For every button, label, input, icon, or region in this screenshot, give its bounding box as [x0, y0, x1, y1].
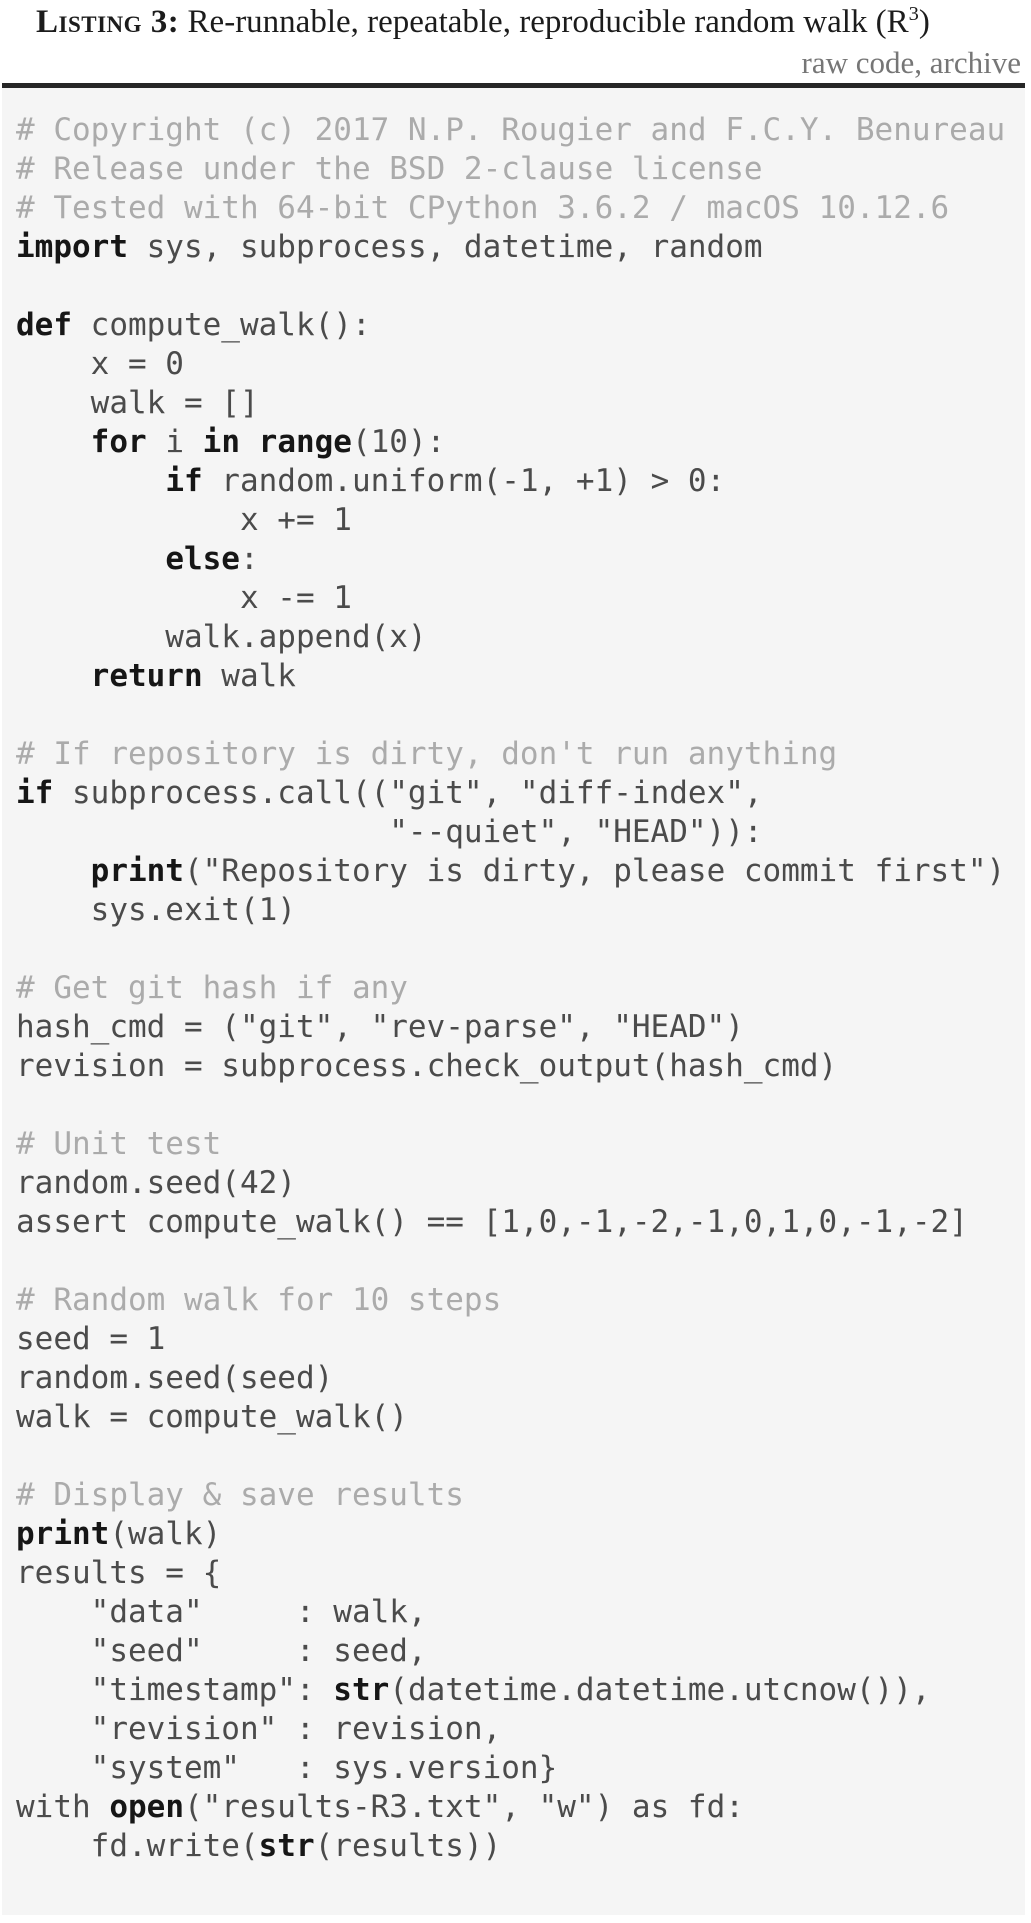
code-line — [16, 657, 1011, 696]
code-line — [16, 1086, 1011, 1125]
code-line — [16, 267, 1011, 306]
code-token-plain: "system" : sys.version} — [16, 1750, 558, 1786]
code-line — [16, 423, 1011, 462]
code-line — [16, 1437, 1011, 1476]
code-token-plain: sys, subprocess, datetime, random — [127, 229, 763, 265]
code-token-plain: with — [16, 1789, 110, 1825]
code-line — [16, 540, 1011, 579]
listing-title-text: Re-runnable, repeatable, reproducible random walk (R — [179, 4, 909, 40]
code-token-plain: walk = [] — [16, 385, 259, 421]
code-token-plain — [16, 541, 165, 577]
code-token-plain: x = 0 — [16, 346, 184, 382]
code-line — [16, 735, 1011, 774]
code-token-keyword: return — [90, 658, 203, 694]
code-line — [16, 1008, 1011, 1047]
code-line — [16, 813, 1011, 852]
code-token-plain: walk.append(x) — [16, 619, 427, 655]
code-token-plain: ("Repository is dirty, please commit first") — [183, 853, 1006, 889]
code-token-plain — [16, 658, 91, 694]
code-line — [16, 774, 1011, 813]
code-line — [16, 1632, 1011, 1671]
code-line — [16, 1827, 1011, 1866]
code-token-comment: # Display & save results — [16, 1477, 464, 1513]
code-line — [16, 345, 1011, 384]
code-token-plain: subprocess.call(("git", "diff-index", — [53, 775, 763, 811]
code-token-plain: ("results-R3.txt", "w") as fd: — [183, 1789, 744, 1825]
code-token-plain: seed = 1 — [16, 1321, 166, 1357]
code-token-comment: # Copyright (c) 2017 N.P. Rougier and F.C.Y. Benureau — [16, 112, 1006, 148]
code-token-keyword: print — [16, 1516, 110, 1552]
raw-code-link[interactable]: raw code — [801, 45, 915, 80]
code-token-plain: fd.write( — [16, 1828, 259, 1864]
code-token-keyword: print — [90, 853, 184, 889]
code-line — [16, 501, 1011, 540]
code-line — [16, 579, 1011, 618]
code-line — [16, 696, 1011, 735]
code-token-keyword: for — [90, 424, 147, 460]
code-line — [16, 384, 1011, 423]
code-line — [16, 1203, 1011, 1242]
listing-links — [802, 44, 1021, 82]
code-line — [16, 1515, 1011, 1554]
code-token-plain — [240, 424, 259, 460]
code-token-plain: "timestamp": — [16, 1672, 334, 1708]
code-token-plain: results = { — [16, 1555, 222, 1591]
code-line — [16, 1554, 1011, 1593]
code-token-plain: (10): — [351, 424, 446, 460]
code-token-plain: random.seed(seed) — [16, 1360, 334, 1396]
code-token-plain: random.seed(42) — [16, 1165, 296, 1201]
code-line — [16, 228, 1011, 267]
code-token-keyword: range — [258, 424, 352, 460]
code-token-keyword: def — [16, 307, 72, 343]
code-token-plain: random.uniform(-1, +1) > 0: — [202, 463, 726, 499]
code-token-plain: x -= 1 — [16, 580, 352, 616]
code-line — [16, 1476, 1011, 1515]
caption-rule — [2, 83, 1025, 88]
code-token-plain: i — [146, 424, 203, 460]
listing-caption — [0, 0, 1031, 88]
code-token-comment: # Random walk for 10 steps — [16, 1282, 502, 1318]
code-line — [16, 1671, 1011, 1710]
code-token-comment: # If repository is dirty, don't run anything — [16, 736, 838, 772]
code-token-keyword: else — [165, 541, 240, 577]
code-line — [16, 306, 1011, 345]
code-line — [16, 1320, 1011, 1359]
code-token-plain: (results)) — [314, 1828, 502, 1864]
code-line — [16, 618, 1011, 657]
code-line — [16, 1125, 1011, 1164]
code-token-keyword: str — [258, 1828, 315, 1864]
code-listing — [2, 88, 1025, 1915]
code-token-plain: revision = subprocess.check_output(hash_cmd) — [16, 1048, 838, 1084]
code-line — [16, 1242, 1011, 1281]
code-token-plain — [16, 424, 91, 460]
code-token-comment: # Get git hash if any — [16, 970, 408, 1006]
code-line — [16, 462, 1011, 501]
code-token-keyword: in — [202, 424, 240, 460]
code-token-plain: "--quiet", "HEAD")): — [16, 814, 763, 850]
listing-title-close: ) — [918, 4, 930, 40]
code-line — [16, 1593, 1011, 1632]
code-line — [16, 1749, 1011, 1788]
code-token-plain: walk = compute_walk() — [16, 1399, 408, 1435]
listing-title — [36, 2, 1021, 42]
code-token-comment: # Release under the BSD 2-clause license — [16, 151, 763, 187]
code-token-plain — [16, 463, 165, 499]
code-token-comment: # Unit test — [16, 1126, 222, 1162]
code-token-keyword: if — [165, 463, 203, 499]
code-line — [16, 969, 1011, 1008]
code-token-plain: (walk) — [109, 1516, 222, 1552]
code-line — [16, 1164, 1011, 1203]
code-line — [16, 1710, 1011, 1749]
code-line — [16, 1281, 1011, 1320]
listing-label: Listing 3: — [36, 4, 180, 40]
code-token-plain: "seed" : seed, — [16, 1633, 427, 1669]
code-token-plain: (datetime.datetime.utcnow()), — [389, 1672, 931, 1708]
code-line — [16, 930, 1011, 969]
listing-title-superscript: 3 — [908, 3, 919, 25]
code-line — [16, 1398, 1011, 1437]
code-token-plain: compute_walk(): — [72, 307, 371, 343]
code-token-plain: "data" : walk, — [16, 1594, 427, 1630]
code-line — [16, 1359, 1011, 1398]
archive-link[interactable]: archive — [929, 45, 1021, 80]
code-token-comment: # Tested with 64-bit CPython 3.6.2 / macOS 10.12.6 — [16, 190, 950, 226]
code-token-plain: : — [239, 541, 259, 577]
code-line — [16, 150, 1011, 189]
links-separator: , — [914, 45, 930, 80]
code-token-keyword: open — [109, 1789, 184, 1825]
code-token-keyword: str — [333, 1672, 390, 1708]
code-line — [16, 852, 1011, 891]
code-token-plain: x += 1 — [16, 502, 352, 538]
code-line — [16, 1047, 1011, 1086]
code-token-plain: hash_cmd = ("git", "rev-parse", "HEAD") — [16, 1009, 744, 1045]
code-token-plain: "revision" : revision, — [16, 1711, 502, 1747]
code-line — [16, 891, 1011, 930]
code-token-plain: walk — [202, 658, 296, 694]
code-token-keyword: if — [16, 775, 54, 811]
code-token-keyword: import — [16, 229, 128, 265]
code-line — [16, 1788, 1011, 1827]
code-line — [16, 189, 1011, 228]
code-token-plain — [16, 853, 91, 889]
code-token-plain: sys.exit(1) — [16, 892, 296, 928]
code-line — [16, 111, 1011, 150]
code-token-plain: assert compute_walk() == [1,0,-1,-2,-1,0,1,0,-1,-2] — [16, 1204, 968, 1240]
